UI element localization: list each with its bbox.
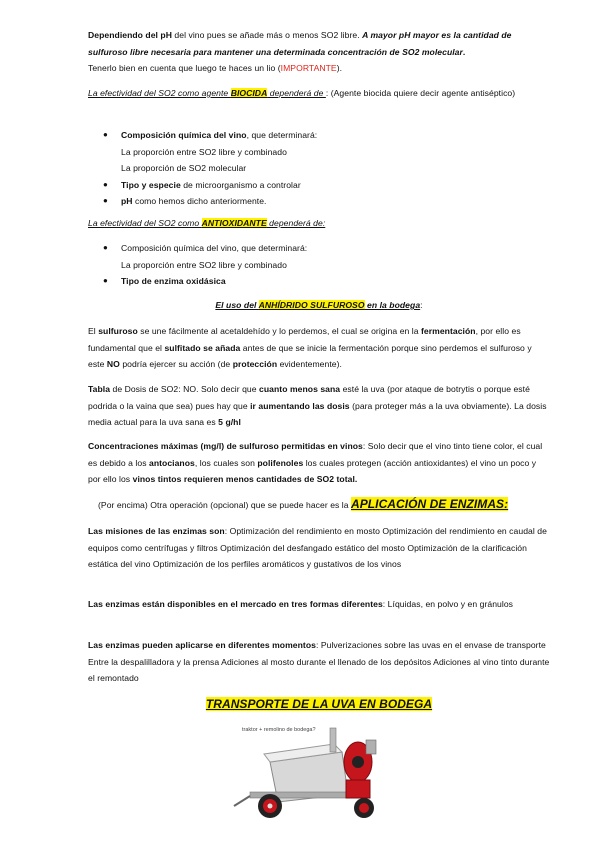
text: Concentraciones máximas (mg/l) de sulfuroso permitidas en vinos <box>88 441 363 451</box>
transporte-title <box>88 696 550 714</box>
list-item <box>102 193 542 210</box>
section-biocida <box>88 85 550 102</box>
highlight-anhidrido: ANHÍDRIDO SULFUROSO <box>258 300 365 310</box>
text: La proporción entre SO2 libre y combinado <box>121 259 287 270</box>
text: Tenerlo bien en cuenta que luego te haces un lio ( <box>88 63 281 73</box>
text: 5 g/hl <box>218 417 241 427</box>
text: La proporción entre SO2 libre y combinado <box>121 146 287 157</box>
text: El uso del <box>215 300 259 310</box>
text: esté la uva (por ataque de botrytis o porque esté podrida o la vaina que sea) pues hay que <box>88 384 530 411</box>
bullet-icon: ● <box>103 196 108 205</box>
text: Composición química del vino <box>121 130 247 140</box>
text: sulfitado se añada <box>164 342 241 353</box>
text: sulfuroso <box>98 326 138 336</box>
antiox-list <box>102 240 542 290</box>
highlight-antioxidante: ANTIOXIDANTE <box>201 218 267 228</box>
text: ir aumentando las dosis <box>250 400 350 411</box>
text: El <box>88 326 99 336</box>
text: NO <box>106 359 120 369</box>
text: los cuales protegen (acción antioxidantes) el vino un poco y por ello los <box>88 457 537 484</box>
text: ). <box>336 63 343 73</box>
text: fermentación <box>421 326 476 336</box>
text: : (Agente biocida quiere decir agente antiséptico) <box>325 88 516 98</box>
paragraph-misiones <box>88 523 550 573</box>
text: Tabla <box>88 384 111 394</box>
text: (Por encima) Otra operación (opcional) que se puede hacer es la <box>98 500 352 510</box>
paragraph-concentraciones <box>88 438 550 488</box>
text: del vino pues se añade más o menos SO2 libre. <box>171 30 363 40</box>
text: , por ello es fundamental que el <box>88 326 521 353</box>
list-item <box>102 240 542 257</box>
text: . <box>462 46 466 57</box>
text: antocianos <box>149 457 195 468</box>
bullet-icon: ● <box>103 243 108 252</box>
highlight-enzimas: APLICACIÓN DE ENZIMAS: <box>351 497 509 511</box>
text: : Pulverizaciones sobre las uvas en el envase de transporte Entre la despalilladora y la prensa Adiciones al mosto durante el llenado de los depósitos Adiciones al vino tinto durante el remontado <box>88 640 550 683</box>
important-label: IMPORTANTE <box>280 63 337 73</box>
text: como hemos dicho anteriormente. <box>132 196 267 206</box>
biocida-list <box>102 127 542 210</box>
text: evidentemente). <box>277 359 342 369</box>
bullet-icon: ● <box>103 276 108 285</box>
text: se une fácilmente al acetaldehído y lo perdemos, el cual se origina en la <box>137 326 422 336</box>
text: La efectividad del SO2 como agente <box>88 88 231 98</box>
list-subitem <box>102 160 542 177</box>
image-caption: traktor + remolino de bodega? <box>242 727 316 733</box>
text: polifenoles <box>257 457 304 468</box>
paragraph-sulfuroso <box>88 323 550 373</box>
text: (para proteger más a la uva obviamente). La dosis media actual para la uva sana es <box>88 400 547 427</box>
paragraph-ph <box>88 27 550 77</box>
text: : <box>420 300 423 310</box>
bullet-icon: ● <box>103 130 108 139</box>
list-item <box>102 273 542 290</box>
text: cuanto menos sana <box>259 384 341 394</box>
text: vinos tintos requieren menos cantidades de SO2 total. <box>132 474 358 484</box>
text: TRANSPORTE DE LA UVA EN BODEGA <box>205 697 433 711</box>
pump-machine-illustration <box>230 722 390 826</box>
text: antes de que se inicie la fermentación porque sino perdemos el sulfuroso y este <box>88 342 532 369</box>
paragraph-enzimas <box>98 496 558 514</box>
text: Las enzimas pueden aplicarse en diferentes momentos <box>88 640 316 650</box>
text: A mayor pH mayor es la cantidad de sulfuroso libre necesaria para mantener una determinada concentración de SO2 molecular <box>88 30 512 57</box>
text: La efectividad del SO2 como <box>88 218 202 228</box>
bullet-icon: ● <box>103 179 108 189</box>
paragraph-disponibles <box>88 596 550 613</box>
list-subitem <box>102 144 542 161</box>
text: podría ejercer su acción (de <box>119 359 233 369</box>
text: Las enzimas están disponibles en el mercado en tres formas diferentes <box>88 599 383 609</box>
list-item <box>102 177 542 194</box>
list-item <box>102 127 542 144</box>
section-antioxidante <box>88 215 550 232</box>
paragraph-tabla <box>88 381 550 431</box>
section-heading-uso <box>88 297 550 314</box>
text: , que determinará: <box>246 130 318 140</box>
text: pH <box>121 196 133 206</box>
highlight-biocida: BIOCIDA <box>230 88 268 98</box>
text: Dependiendo del <box>88 30 161 40</box>
text: de Dosis de SO2: NO. Solo decir que <box>110 384 260 394</box>
text: dependerá de: <box>266 218 326 228</box>
text: , los cuales son <box>194 457 258 468</box>
text: : Líquidas, en polvo y en gránulos <box>382 599 514 609</box>
list-subitem <box>102 257 542 274</box>
text: de microorganismo a controlar <box>180 179 301 190</box>
text: pH <box>160 30 172 40</box>
text: Tipo y especie <box>121 179 181 190</box>
text: Las misiones de las enzimas son <box>88 526 225 536</box>
text: protección <box>232 359 278 369</box>
text: : Optimización del rendimiento en mosto Optimización del rendimiento en caudal de equipos como centrífugas y filtros Optimización del desfangado estático del mosto Optimización de la clarificación estática del vino Optimización de los perfiles aromáticos y gustativos de los vinos <box>88 526 547 569</box>
paragraph-aplicarse <box>88 637 550 687</box>
text: en la bodega <box>364 300 421 310</box>
text: Tipo de enzima oxidásica <box>121 276 226 286</box>
text: Composición química del vino, que determinará: <box>121 243 308 253</box>
text: La proporción de SO2 molecular <box>121 163 247 173</box>
text: dependerá de <box>267 88 326 98</box>
text: : Solo decir que el vino tinto tiene color, el cual es debido a los <box>88 441 543 468</box>
